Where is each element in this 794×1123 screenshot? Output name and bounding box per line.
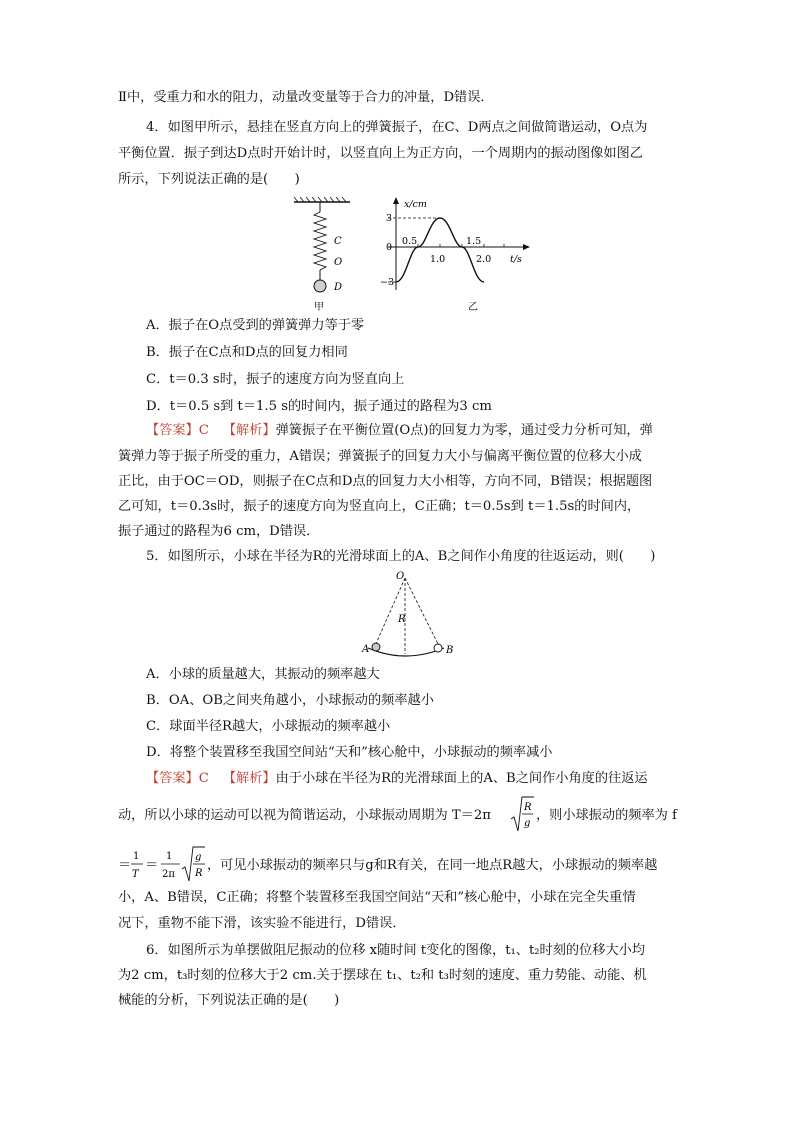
formula-sqrt-r-over-g [510, 795, 534, 835]
tick-x-1-5: 1.5 [466, 236, 482, 247]
analysis-4-line-2: 簧弹力等于振子所受的重力，A错误；弹簧振子的回复力大小与偏离平衡位置的位移大小成 [118, 449, 642, 464]
figure-displacement-time-graph [366, 194, 536, 316]
label-o: O [396, 571, 405, 582]
analysis-5-line-4: 小，A、B错误，C正确；将整个装置移至我国空间站“天和”核心舱中，小球在完全失重情 [118, 890, 636, 905]
analysis-text: 弹簧振子在平衡位置(O点)的回复力为零，通过受力分析可知，弹 [275, 423, 653, 438]
question-4-option-c: C．t＝0.3 s时，振子的速度方向为竖直向上 [146, 372, 405, 387]
question-5-option-d: D．将整个装置移至我国空间站“天和”核心舱中，小球振动的频率减小 [146, 745, 553, 760]
numerator-r: R [524, 802, 532, 813]
figure-spherical-surface [360, 568, 470, 660]
analysis-4-line-4: 乙可知，t＝0.3s时，振子的速度方向为竖直向上，C正确；t＝0.5s到 t＝1.5s的时间内， [118, 499, 641, 514]
formula-one-over-t [130, 845, 144, 885]
denominator-t: T [132, 869, 139, 880]
denominator-g: g [524, 818, 531, 829]
label-b: B [446, 645, 454, 656]
label-o: O [334, 257, 343, 268]
question-4-stem-3: 所示，下列说法正确的是( ) [118, 172, 300, 187]
analysis-tag: 【解析】 [222, 771, 276, 786]
analysis-4-line-5: 振子通过的路程为6 cm，D错误． [118, 524, 320, 539]
formula-one-over-2pi-sqrt [160, 845, 206, 885]
tick-y-neg3: −3 [380, 277, 395, 288]
denominator-r: R [195, 868, 203, 879]
figure-spring-oscillator [290, 196, 360, 314]
x-axis-label: t/s [510, 254, 522, 265]
question-5-option-b: B．OA、OB之间夹角越小，小球振动的频率越小 [146, 693, 434, 708]
question-4-option-d: D．t＝0.5 s到 t＝1.5 s的时间内，振子通过的路程为3 cm [146, 399, 492, 414]
question-4-stem-2: 平衡位置．振子到达D点时开始计时，以竖直向上为正方向，一个周期内的振动图像如图乙 [118, 146, 643, 161]
label-a: A [362, 644, 370, 655]
label-r: R [398, 614, 406, 625]
analysis-4-line-3: 正比，由于OC＝OD，则振子在C点和D点的回复力大小相等，方向不同，B错误；根据题图 [118, 474, 653, 489]
question-4-option-a: A．振子在O点受到的弹簧弹力等于零 [146, 318, 365, 333]
question-6-stem: 6．如图所示为单摆做阻尼振动的位移 x随时间 t变化的图像，t₁、t₂时刻的位移大小均 [146, 943, 646, 958]
label-c: C [334, 236, 342, 247]
tick-y-0: 0 [386, 242, 393, 253]
analysis-5-line-3: ，可见小球振动的频率只与g和R有关，在同一地点R越大，小球振动的频率越 [207, 858, 658, 873]
tick-x-2-0: 2.0 [476, 254, 492, 265]
analysis-5-line-2b: ，则小球振动的频率为 f [536, 808, 677, 823]
equals-sign: ＝ [118, 858, 132, 873]
numerator-g: g [195, 852, 202, 863]
numerator-1: 1 [166, 851, 173, 862]
tick-y-3: 3 [386, 213, 393, 224]
analysis-text: 由于小球在半径为R的光滑球面上的A、B之间作小角度的往返运 [275, 771, 648, 786]
label-d: D [334, 282, 343, 293]
analysis-5-line-5: 况下，重物不能下滑，该实验不能进行，D错误． [118, 916, 406, 931]
answer-5-line [146, 769, 706, 789]
equals-sign: ＝ [145, 858, 159, 873]
figure-caption-jia: 甲 [314, 302, 324, 313]
figure-caption-yi: 乙 [468, 302, 478, 313]
text-line: Ⅱ中，受重力和水的阻力，动量改变量等于合力的冲量，D错误． [118, 90, 494, 105]
tick-x-0-5: 0.5 [402, 236, 418, 247]
y-axis-label: x/cm [404, 199, 427, 210]
answer-tag: 【答案】C [146, 771, 209, 786]
analysis-text: 动，所以小球的运动可以视为简谐运动，小球振动周期为 T＝2π [118, 808, 491, 823]
numerator-1: 1 [133, 851, 140, 862]
question-6-stem-3: 械能的分析，下列说法正确的是( ) [118, 993, 340, 1008]
question-4-option-b: B．振子在C点和D点的回复力相同 [146, 345, 348, 360]
question-6-stem-2: 为2 cm，t₃时刻的位移大于2 cm.关于摆球在 t₁、t₂和 t₃时刻的速度、重力势能、动能、机 [118, 968, 647, 983]
question-4-stem: 4．如图甲所示，悬挂在竖直方向上的弹簧振子，在C、D两点之间做简谐运动，O点为 [146, 120, 648, 135]
analysis-tag: 【解析】 [222, 423, 276, 438]
question-5-stem: 5．如图所示，小球在半径为R的光滑球面上的A、B之间作小角度的往返运动，则( ) [146, 549, 656, 564]
answer-tag: 【答案】C [146, 423, 209, 438]
question-5-option-a: A．小球的质量越大，其振动的频率越大 [146, 667, 380, 682]
denominator-2pi: 2π [162, 869, 175, 880]
tick-x-1-0: 1.0 [430, 254, 446, 265]
answer-4-line [146, 421, 706, 441]
question-5-option-c: C．球面半径R越大，小球振动的频率越小 [146, 719, 391, 734]
